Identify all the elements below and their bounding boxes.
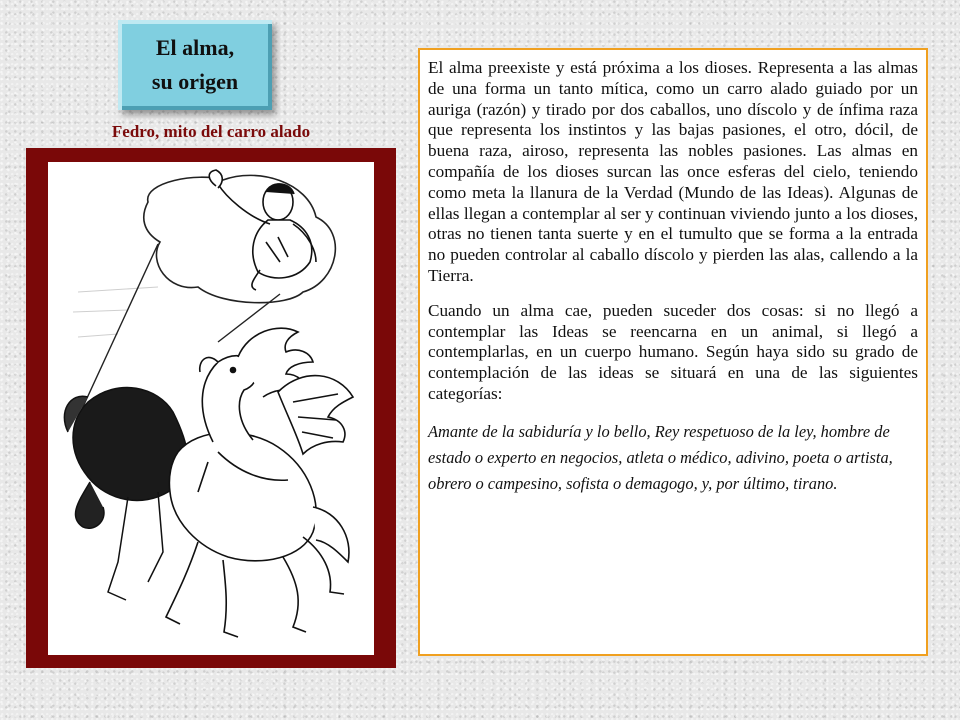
illustration-frame <box>26 148 396 668</box>
paragraph-2: Cuando un alma cae, pueden suceder dos cosas: si no llegó a contemplar las Ideas se reencarna en un animal, si llegó a contemplarlas, en un cuerpo humano. Según haya sido su grado de contemplación de las ideas se situará en una de las siguientes categorías: <box>428 300 918 403</box>
text-panel <box>418 48 928 656</box>
illustration-caption: Fedro, mito del carro alado <box>111 122 311 141</box>
chariot-horses-drawing <box>48 162 374 655</box>
chariot-horses-illustration <box>48 162 374 655</box>
paragraph-1: El alma preexiste y está próxima a los dioses. Representa a las almas de una forma un tanto mítica, como un carro alado guiado por un auriga (razón) y tirado por dos caballos, uno díscolo y de ínfima raza que representa los instintos y las bajas pasiones, el otro, dócil, de buena raza, airoso, representa las nobles pasiones. Las almas en compañía de los dioses surcan las once esferas del cielo, teniendo como meta la llanura de la Verdad (Mundo de las Ideas). Algunas de ellas llegan a contemplar al ser y continuan viviendo junto a los dioses, otras no tienen tanta suerte y en el tumulto que se forma a la entrada no pueden controlar al caballo díscolo y pierden las alas, callendo a la Tierra. <box>428 58 918 285</box>
title-box <box>118 20 272 110</box>
title-line-2: su origen <box>151 69 239 94</box>
paragraph-3-categories: Amante de la sabiduría y lo bello, Rey respetuoso de la ley, hombre de estado o experto en negocios, atleta o médico, adivino, poeta o artista, obrero o campesino, sofista o demagogo, y, por último, tirano. <box>428 421 893 493</box>
title-line-1: El alma, <box>155 35 235 60</box>
